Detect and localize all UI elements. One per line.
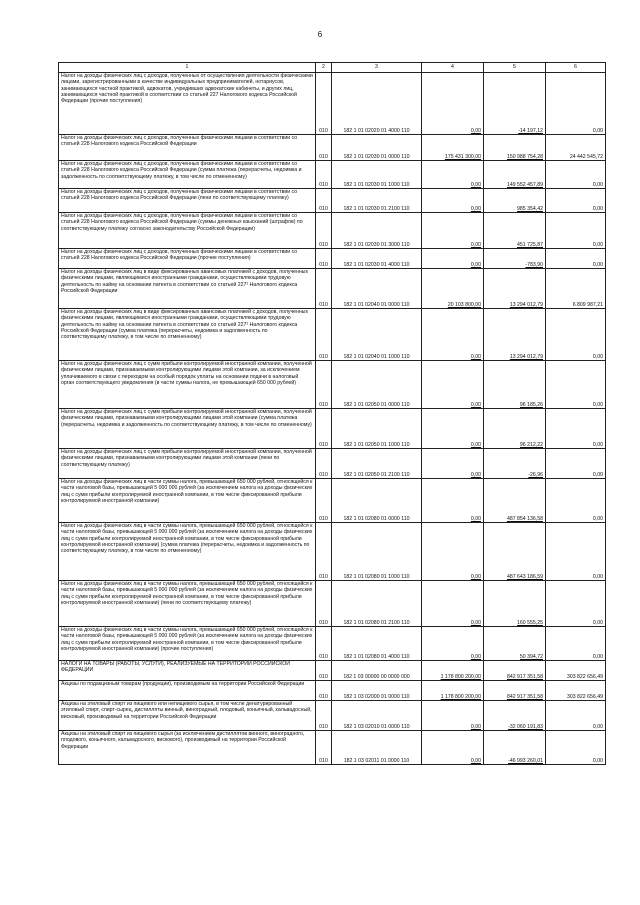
row-line-code: 010 [316,681,332,701]
header-row [59,63,606,73]
row-executed-amount: 150 988 754,28 [484,135,546,161]
row-unexecuted-amount: 0,00 [546,213,606,249]
row-description: Налог на доходы физических лиц с сумм прибыли контролируемой иностранной компании, полученной физическими лицами, признаваемыми контролирующими лицами этой компании (сумма платежа (перерасчеты, недоимка и задолженность по соответствующему платежу, в том числе по отмененному) [59,409,316,449]
row-line-code: 010 [316,627,332,661]
table-row [59,409,606,449]
row-description: Налог на доходы физических лиц в части суммы налога, превышающей 650 000 рублей, относящейся к части налоговой базы, превышающей 5 000 000 рублей (за исключением налога на доходы физических лиц с сумм прибыли контролируемой иностранной компании, в том числе фиксированной прибыли контролируемой иностранной компании) (пени по соответствующему платежу) [59,581,316,627]
row-description: Налог на доходы физических лиц с сумм прибыли контролируемой иностранной компании, полученной физическими лицами, признаваемыми контролирующими лицами этой компании (пени по соответствующему платежу) [59,449,316,479]
table-row [59,309,606,361]
row-description: Акцизы на этиловый спирт из пищевого сырья (за исключением дистиллятов винного, виноградного, плодового, коньячного, кальвадосного, вискового), производимый на территории Российской Федерации [59,731,316,765]
row-classification-code: 182 1 03 02011 01 0000 110 [332,731,422,765]
row-approved-amount: 0,00 [422,731,484,765]
table-row [59,269,606,309]
table-row [59,627,606,661]
row-classification-code: 182 1 01 02030 01 3000 110 [332,213,422,249]
row-unexecuted-amount: 303 822 656,49 [546,661,606,681]
row-description: Акцизы по подакцизным товарам (продукции), производимым на территории Российской Федерации [59,681,316,701]
row-line-code: 010 [316,73,332,135]
row-description: Налог на доходы физических лиц с доходов, полученных физическими лицами в соответствии со статьей 228 Налогового кодекса Российской Федерации (пени по соответствующему платежу) [59,189,316,213]
row-unexecuted-amount: 0,00 [546,523,606,581]
table-row [59,161,606,189]
row-unexecuted-amount: 6 809 987,21 [546,269,606,309]
row-classification-code: 182 1 01 02040 01 1000 110 [332,309,422,361]
row-description: Налог на доходы физических лиц с доходов, полученных физическими лицами в соответствии со статьей 228 Налогового кодекса Российской Федерации (суммы денежных взысканий (штрафов) по соответствующему платежу согласно законодательству Российской Федерации) [59,213,316,249]
column-header: 2 [316,63,332,73]
row-approved-amount: 0,00 [422,581,484,627]
row-executed-amount: -783,90 [484,249,546,269]
row-line-code: 010 [316,161,332,189]
table-row [59,701,606,731]
table-row [59,581,606,627]
row-executed-amount: 842 917 351,58 [484,681,546,701]
row-line-code: 010 [316,731,332,765]
row-approved-amount: 1 178 800 200,00 [422,681,484,701]
row-approved-amount: 0,00 [422,309,484,361]
row-unexecuted-amount: 0,00 [546,581,606,627]
table-row [59,523,606,581]
row-unexecuted-amount: 0,00 [546,627,606,661]
row-description: НАЛОГИ НА ТОВАРЫ (РАБОТЫ, УСЛУГИ), РЕАЛИЗУЕМЫЕ НА ТЕРРИТОРИИ РОССИЙСКОЙ ФЕДЕРАЦИИ [59,661,316,681]
row-approved-amount: 0,00 [422,189,484,213]
row-unexecuted-amount: 0,00 [546,161,606,189]
row-unexecuted-amount: 0,00 [546,449,606,479]
row-description: Акцизы на этиловый спирт из пищевого или непищевого сырья, в том числе денатурированный этиловый спирт, спирт-сырец, дистилляты винный, виноградный, плодовый, коньячный, кальвадосный, висковый, производимый на территории Российской Федерации [59,701,316,731]
row-line-code: 010 [316,581,332,627]
row-unexecuted-amount: 0,00 [546,249,606,269]
row-line-code: 010 [316,213,332,249]
row-executed-amount: 487 854 136,58 [484,479,546,523]
row-description: Налог на доходы физических лиц в виде фиксированных авансовых платежей с доходов, полученных физическими лицами, являющимися иностранными гражданами, осуществляющими трудовую деятельность по найму на основании патента в соответствии со статьей 227¹ Налогового кодекса Российской Федерации [59,269,316,309]
column-header: 4 [422,63,484,73]
row-executed-amount: 50 394,72 [484,627,546,661]
row-executed-amount: 985 354,42 [484,189,546,213]
row-line-code: 010 [316,361,332,409]
row-executed-amount: 487 643 186,59 [484,523,546,581]
row-unexecuted-amount: 0,00 [546,701,606,731]
row-line-code: 010 [316,409,332,449]
row-description: Налог на доходы физических лиц с доходов, полученных от осуществления деятельности физическими лицами, зарегистрированными в качестве индивидуальных предпринимателей, нотариусов, занимающихся частной практикой, адвокатов, учредивших адвокатские кабинеты, и других лиц, занимающихся частной практикой в соответствии со статьей 227 Налогового кодекса Российской Федерации (прочие поступления) [59,73,316,135]
page-number: 6 [317,30,323,39]
row-classification-code: 182 1 03 02010 01 0000 110 [332,701,422,731]
row-executed-amount: 96 212,22 [484,409,546,449]
row-unexecuted-amount: 0,00 [546,73,606,135]
row-approved-amount: 0,00 [422,161,484,189]
row-unexecuted-amount: 303 822 656,49 [546,681,606,701]
row-classification-code: 182 1 01 02050 01 1000 110 [332,409,422,449]
row-description: Налог на доходы физических лиц с доходов, полученных физическими лицами в соответствии со статьей 228 Налогового кодекса Российской Федерации [59,135,316,161]
table-row [59,189,606,213]
row-classification-code: 182 1 01 02080 01 0000 110 [332,479,422,523]
row-classification-code: 182 1 01 02030 01 1000 110 [332,161,422,189]
table-row [59,449,606,479]
row-description: Налог на доходы физических лиц с доходов, полученных физическими лицами в соответствии со статьей 228 Налогового кодекса Российской Федерации (прочие поступления) [59,249,316,269]
table-row [59,213,606,249]
row-line-code: 010 [316,449,332,479]
row-approved-amount: 20 103 800,00 [422,269,484,309]
row-classification-code: 182 1 01 02020 01 4000 110 [332,73,422,135]
row-line-code: 010 [316,661,332,681]
row-approved-amount: 0,00 [422,73,484,135]
row-line-code: 010 [316,523,332,581]
row-approved-amount: 0,00 [422,523,484,581]
table-row [59,731,606,765]
row-classification-code: 182 1 01 02030 01 4000 110 [332,249,422,269]
row-description: Налог на доходы физических лиц с доходов, полученных физическими лицами в соответствии со статьей 228 Налогового кодекса Российской Федерации (сумма платежа (перерасчеты, недоимка и задолженность по соответствующему платежу, в том числе по отмененному) [59,161,316,189]
row-classification-code: 182 1 01 02080 01 1000 110 [332,523,422,581]
row-executed-amount: 160 555,25 [484,581,546,627]
row-line-code: 010 [316,309,332,361]
row-unexecuted-amount: 0,00 [546,361,606,409]
row-executed-amount: -26,96 [484,449,546,479]
row-approved-amount: 0,00 [422,409,484,449]
table-row [59,661,606,681]
row-classification-code: 182 1 01 02050 01 0000 110 [332,361,422,409]
row-executed-amount: -46 993 260,01 [484,731,546,765]
row-classification-code: 182 1 01 02050 01 2100 110 [332,449,422,479]
row-classification-code: 182 1 01 02080 01 2100 110 [332,581,422,627]
row-line-code: 010 [316,135,332,161]
row-line-code: 010 [316,701,332,731]
table-row [59,479,606,523]
column-header: 5 [484,63,546,73]
row-line-code: 010 [316,249,332,269]
row-classification-code: 182 1 01 02030 01 0000 110 [332,135,422,161]
table-row [59,73,606,135]
row-description: Налог на доходы физических лиц с сумм прибыли контролируемой иностранной компании, полученной физическими лицами, признаваемыми контролирующими лицами этой компании, за исключением уплачиваемого в связи с переходом на особый порядок уплаты на основании подачи в налоговый орган соответствующего уведомления (в части суммы налога, не превышающей 650 000 рублей) [59,361,316,409]
row-classification-code: 182 1 03 00000 00 0000 000 [332,661,422,681]
row-unexecuted-amount: 0,00 [546,189,606,213]
row-description: Налог на доходы физических лиц в виде фиксированных авансовых платежей с доходов, полученных физическими лицами, являющимися иностранными гражданами, осуществляющими трудовую деятельность по найму на основании патента в соответствии со статьей 227¹ Налогового кодекса Российской Федерации (сумма платежа (перерасчеты, недоимка и задолженность по соответствующему платежу, в том числе по отмененному) [59,309,316,361]
row-executed-amount: 96 185,26 [484,361,546,409]
row-approved-amount: 0,00 [422,479,484,523]
table-row [59,681,606,701]
row-executed-amount: -14 197,12 [484,73,546,135]
report-table [58,62,606,765]
row-approved-amount: 0,00 [422,213,484,249]
row-line-code: 010 [316,189,332,213]
row-executed-amount: 13 294 012,79 [484,269,546,309]
row-classification-code: 182 1 01 02080 01 4000 110 [332,627,422,661]
row-approved-amount: 0,00 [422,249,484,269]
table-row [59,249,606,269]
row-approved-amount: 0,00 [422,627,484,661]
row-unexecuted-amount: 0,00 [546,309,606,361]
column-header: 1 [59,63,316,73]
row-approved-amount: 0,00 [422,449,484,479]
row-unexecuted-amount: 0,00 [546,409,606,449]
row-description: Налог на доходы физических лиц в части суммы налога, превышающей 650 000 рублей, относящейся к части налоговой базы, превышающей 5 000 000 рублей (за исключением налога на доходы физических лиц с сумм прибыли контролируемой иностранной компании, в том числе фиксированной прибыли контролируемой иностранной компании) (сумма платежа (перерасчеты, недоимка и задолженность по соответствующему платежу, в том числе по отмененному) [59,523,316,581]
table-row [59,135,606,161]
row-unexecuted-amount: 0,00 [546,731,606,765]
row-executed-amount: 842 917 351,58 [484,661,546,681]
row-description: Налог на доходы физических лиц в части суммы налога, превышающей 650 000 рублей, относящейся к части налоговой базы, превышающей 5 000 000 рублей (за исключением налога на доходы физических лиц с сумм прибыли контролируемой иностранной компании, в том числе фиксированной прибыли контролируемой иностранной компании) [59,479,316,523]
row-executed-amount: -32 060 191,83 [484,701,546,731]
row-classification-code: 182 1 03 02000 01 0000 110 [332,681,422,701]
row-line-code: 010 [316,479,332,523]
row-line-code: 010 [316,269,332,309]
row-approved-amount: 1 178 800 200,00 [422,661,484,681]
row-unexecuted-amount: 24 442 545,72 [546,135,606,161]
row-approved-amount: 175 431 300,00 [422,135,484,161]
row-classification-code: 182 1 01 02030 01 2100 110 [332,189,422,213]
row-approved-amount: 0,00 [422,361,484,409]
column-header: 6 [546,63,606,73]
row-approved-amount: 0,00 [422,701,484,731]
row-unexecuted-amount: 0,00 [546,479,606,523]
row-classification-code: 182 1 01 02040 01 0000 110 [332,269,422,309]
row-executed-amount: 451 725,87 [484,213,546,249]
table-row [59,361,606,409]
column-header: 3 [332,63,422,73]
row-executed-amount: 13 294 012,79 [484,309,546,361]
row-executed-amount: 149 552 457,89 [484,161,546,189]
row-description: Налог на доходы физических лиц в части суммы налога, превышающей 650 000 рублей, относящейся к части налоговой базы, превышающей 5 000 000 рублей (за исключением налога на доходы физических лиц с сумм прибыли контролируемой иностранной компании, в том числе фиксированной прибыли контролируемой иностранной компании) (прочие поступления) [59,627,316,661]
